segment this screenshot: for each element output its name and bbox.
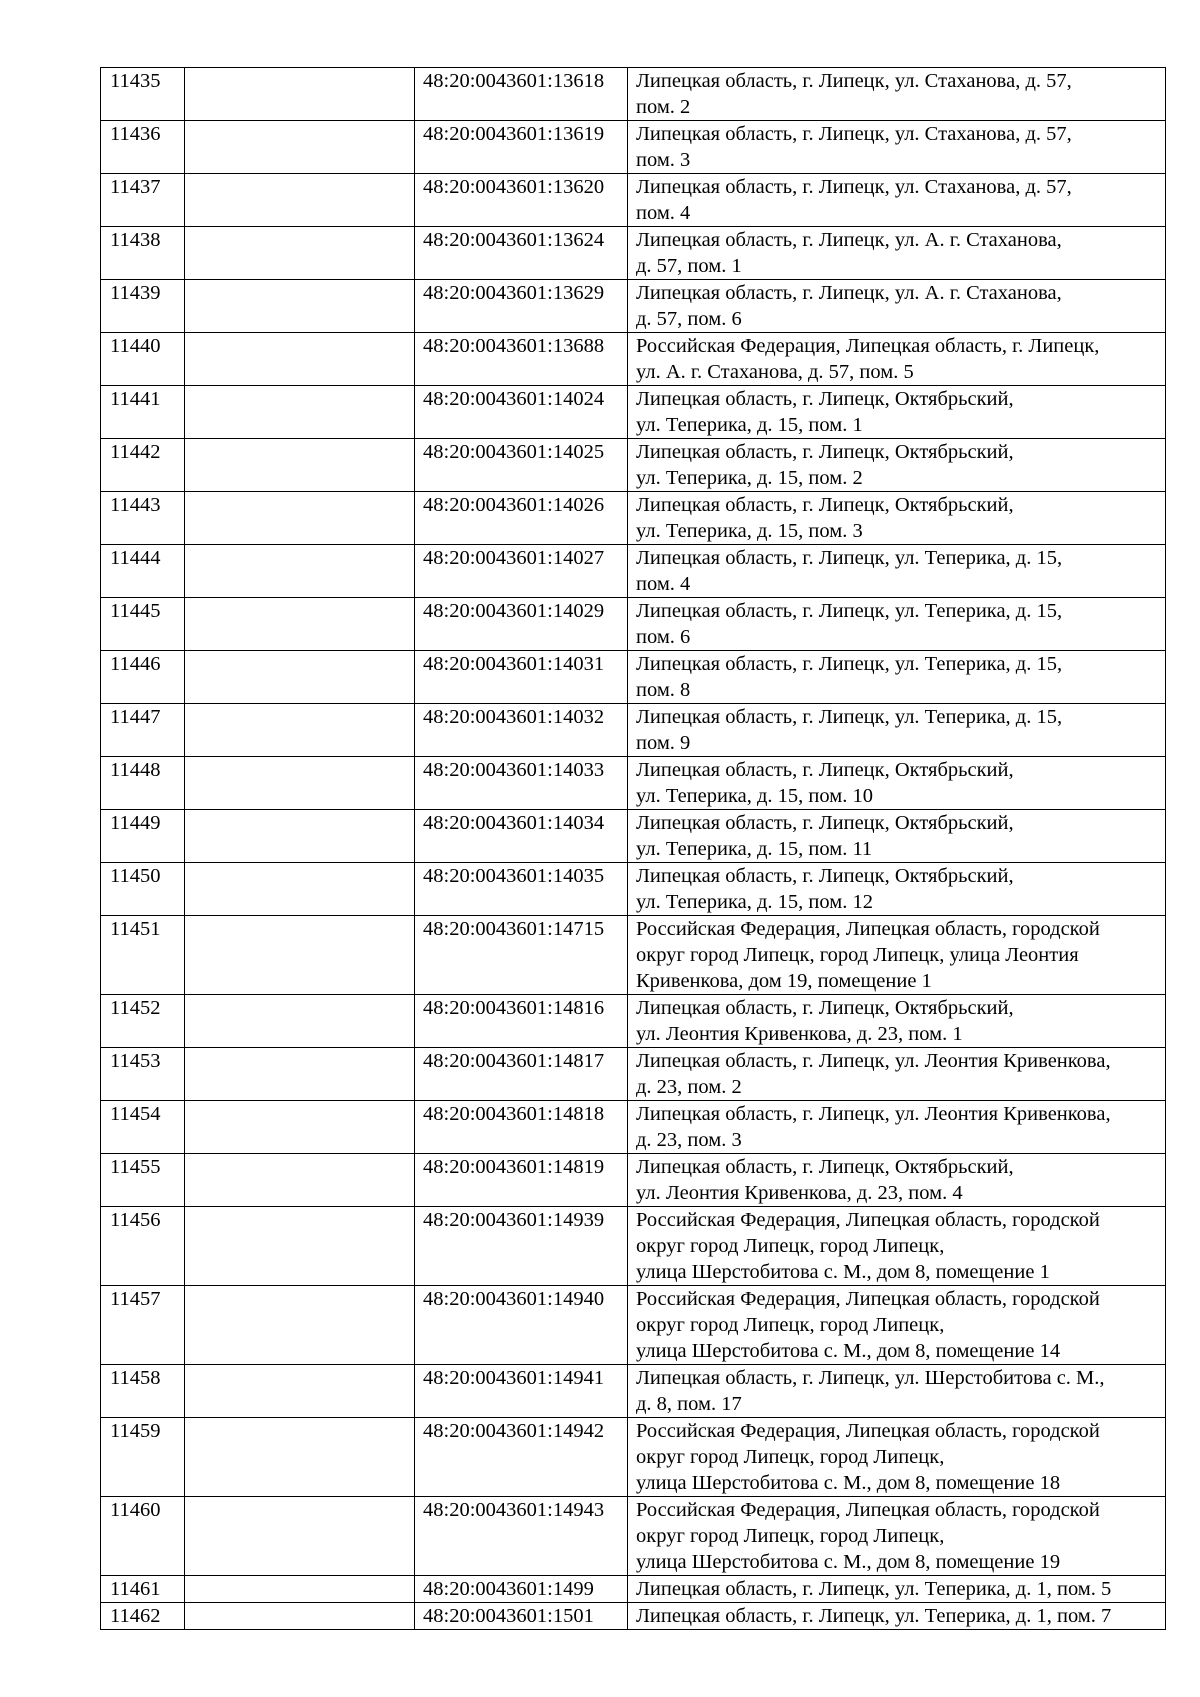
- empty-cell: [185, 386, 415, 439]
- address-line: Липецкая область, г. Липецк, ул. А. г. Стаханова,: [636, 229, 1062, 251]
- empty-cell: [185, 757, 415, 810]
- address-line: Кривенкова, дом 19, помещение 1: [636, 970, 932, 992]
- address-line: Липецкая область, г. Липецк, Октябрьский,: [636, 1156, 1014, 1178]
- table-row: [101, 1048, 1166, 1101]
- table-row: [101, 121, 1166, 174]
- address-line: Липецкая область, г. Липецк, Октябрьский,: [636, 812, 1014, 834]
- empty-cell: [185, 1154, 415, 1207]
- empty-cell: [185, 68, 415, 121]
- row-number-cell: 11438: [101, 227, 185, 280]
- address-cell: [628, 704, 1166, 757]
- address-cell: [628, 1286, 1166, 1365]
- cadastral-number-cell: 48:20:0043601:14943: [415, 1497, 628, 1576]
- address-cell: [628, 1101, 1166, 1154]
- address-cell: [628, 121, 1166, 174]
- registry-table: [100, 67, 1166, 1630]
- row-number-cell: 11443: [101, 492, 185, 545]
- address-cell: [628, 810, 1166, 863]
- address-line: Липецкая область, г. Липецк, ул. Леонтия Кривенкова,: [636, 1050, 1111, 1072]
- table-row: [101, 863, 1166, 916]
- address-line: д. 57, пом. 1: [636, 255, 742, 277]
- address-line: Российская Федерация, Липецкая область, городской: [636, 1288, 1100, 1310]
- registry-table-body: [101, 68, 1166, 1630]
- empty-cell: [185, 916, 415, 995]
- row-number-cell: 11447: [101, 704, 185, 757]
- table-row: [101, 1286, 1166, 1365]
- cadastral-number-cell: 48:20:0043601:14032: [415, 704, 628, 757]
- row-number-cell: 11437: [101, 174, 185, 227]
- table-row: [101, 704, 1166, 757]
- address-line: Липецкая область, г. Липецк, ул. Стаханова, д. 57,: [636, 70, 1072, 92]
- cadastral-number-cell: 48:20:0043601:14035: [415, 863, 628, 916]
- address-line: д. 23, пом. 3: [636, 1129, 742, 1151]
- cadastral-number-cell: 48:20:0043601:14034: [415, 810, 628, 863]
- empty-cell: [185, 545, 415, 598]
- address-cell: [628, 651, 1166, 704]
- empty-cell: [185, 1497, 415, 1576]
- empty-cell: [185, 1101, 415, 1154]
- cadastral-number-cell: 48:20:0043601:14817: [415, 1048, 628, 1101]
- address-line: пом. 2: [636, 96, 691, 118]
- empty-cell: [185, 810, 415, 863]
- table-row: [101, 545, 1166, 598]
- address-line: улица Шерстобитова с. М., дом 8, помещение 14: [636, 1340, 1061, 1362]
- address-line: Липецкая область, г. Липецк, ул. Стаханова, д. 57,: [636, 176, 1072, 198]
- cadastral-number-cell: 48:20:0043601:14940: [415, 1286, 628, 1365]
- address-line: округ город Липецк, город Липецк,: [636, 1314, 945, 1336]
- empty-cell: [185, 492, 415, 545]
- empty-cell: [185, 280, 415, 333]
- address-cell: [628, 1576, 1166, 1603]
- address-line: ул. Теперика, д. 15, пом. 10: [636, 785, 873, 807]
- empty-cell: [185, 1603, 415, 1630]
- empty-cell: [185, 598, 415, 651]
- empty-cell: [185, 333, 415, 386]
- address-line: Липецкая область, г. Липецк, ул. Теперика, д. 15,: [636, 600, 1063, 622]
- address-cell: [628, 1603, 1166, 1630]
- table-row: [101, 227, 1166, 280]
- address-cell: [628, 386, 1166, 439]
- address-line: Липецкая область, г. Липецк, ул. Теперика, д. 1, пом. 7: [636, 1605, 1112, 1627]
- cadastral-number-cell: 48:20:0043601:14027: [415, 545, 628, 598]
- address-line: пом. 9: [636, 732, 691, 754]
- address-line: ул. Леонтия Кривенкова, д. 23, пом. 1: [636, 1023, 963, 1045]
- address-cell: [628, 439, 1166, 492]
- address-cell: [628, 1207, 1166, 1286]
- cadastral-number-cell: 48:20:0043601:14939: [415, 1207, 628, 1286]
- table-row: [101, 386, 1166, 439]
- address-line: улица Шерстобитова с. М., дом 8, помещение 19: [636, 1551, 1061, 1573]
- cadastral-number-cell: 48:20:0043601:14819: [415, 1154, 628, 1207]
- table-row: [101, 1207, 1166, 1286]
- table-row: [101, 174, 1166, 227]
- empty-cell: [185, 863, 415, 916]
- row-number-cell: 11450: [101, 863, 185, 916]
- address-cell: [628, 863, 1166, 916]
- address-line: ул. Теперика, д. 15, пом. 2: [636, 467, 863, 489]
- address-line: Липецкая область, г. Липецк, ул. Стаханова, д. 57,: [636, 123, 1072, 145]
- row-number-cell: 11462: [101, 1603, 185, 1630]
- row-number-cell: 11441: [101, 386, 185, 439]
- address-line: ул. Теперика, д. 15, пом. 12: [636, 891, 873, 913]
- table-row: [101, 439, 1166, 492]
- address-line: Российская Федерация, Липецкая область, г. Липецк,: [636, 335, 1100, 357]
- table-row: [101, 1365, 1166, 1418]
- address-line: округ город Липецк, город Липецк,: [636, 1446, 945, 1468]
- address-line: Липецкая область, г. Липецк, Октябрьский,: [636, 388, 1014, 410]
- cadastral-number-cell: 48:20:0043601:14033: [415, 757, 628, 810]
- address-line: д. 57, пом. 6: [636, 308, 742, 330]
- address-line: ул. Леонтия Кривенкова, д. 23, пом. 4: [636, 1182, 963, 1204]
- cadastral-number-cell: 48:20:0043601:14029: [415, 598, 628, 651]
- cadastral-number-cell: 48:20:0043601:14818: [415, 1101, 628, 1154]
- table-row: [101, 280, 1166, 333]
- table-row: [101, 810, 1166, 863]
- table-row: [101, 1497, 1166, 1576]
- address-cell: [628, 227, 1166, 280]
- row-number-cell: 11448: [101, 757, 185, 810]
- row-number-cell: 11453: [101, 1048, 185, 1101]
- cadastral-number-cell: 48:20:0043601:14715: [415, 916, 628, 995]
- empty-cell: [185, 227, 415, 280]
- address-line: пом. 3: [636, 149, 691, 171]
- cadastral-number-cell: 48:20:0043601:14031: [415, 651, 628, 704]
- cadastral-number-cell: 48:20:0043601:13619: [415, 121, 628, 174]
- address-cell: [628, 1154, 1166, 1207]
- cadastral-number-cell: 48:20:0043601:14024: [415, 386, 628, 439]
- table-row: [101, 757, 1166, 810]
- empty-cell: [185, 1576, 415, 1603]
- address-line: Российская Федерация, Липецкая область, городской: [636, 918, 1100, 940]
- address-cell: [628, 757, 1166, 810]
- address-line: д. 8, пом. 17: [636, 1393, 742, 1415]
- cadastral-number-cell: 48:20:0043601:14025: [415, 439, 628, 492]
- empty-cell: [185, 1207, 415, 1286]
- row-number-cell: 11439: [101, 280, 185, 333]
- address-cell: [628, 1497, 1166, 1576]
- row-number-cell: 11457: [101, 1286, 185, 1365]
- cadastral-number-cell: 48:20:0043601:1501: [415, 1603, 628, 1630]
- row-number-cell: 11460: [101, 1497, 185, 1576]
- address-line: Липецкая область, г. Липецк, ул. Теперика, д. 1, пом. 5: [636, 1578, 1112, 1600]
- table-row: [101, 651, 1166, 704]
- row-number-cell: 11451: [101, 916, 185, 995]
- row-number-cell: 11449: [101, 810, 185, 863]
- cadastral-number-cell: 48:20:0043601:13618: [415, 68, 628, 121]
- address-cell: [628, 280, 1166, 333]
- row-number-cell: 11456: [101, 1207, 185, 1286]
- cadastral-number-cell: 48:20:0043601:14941: [415, 1365, 628, 1418]
- empty-cell: [185, 995, 415, 1048]
- empty-cell: [185, 439, 415, 492]
- row-number-cell: 11455: [101, 1154, 185, 1207]
- row-number-cell: 11444: [101, 545, 185, 598]
- cadastral-number-cell: 48:20:0043601:13688: [415, 333, 628, 386]
- row-number-cell: 11454: [101, 1101, 185, 1154]
- address-cell: [628, 1365, 1166, 1418]
- row-number-cell: 11459: [101, 1418, 185, 1497]
- address-cell: [628, 68, 1166, 121]
- address-line: Липецкая область, г. Липецк, ул. Теперика, д. 15,: [636, 547, 1063, 569]
- address-line: Липецкая область, г. Липецк, ул. А. г. Стаханова,: [636, 282, 1062, 304]
- row-number-cell: 11442: [101, 439, 185, 492]
- table-row: [101, 916, 1166, 995]
- empty-cell: [185, 174, 415, 227]
- empty-cell: [185, 704, 415, 757]
- address-line: ул. А. г. Стаханова, д. 57, пом. 5: [636, 361, 914, 383]
- cadastral-number-cell: 48:20:0043601:13620: [415, 174, 628, 227]
- address-line: д. 23, пом. 2: [636, 1076, 742, 1098]
- cadastral-number-cell: 48:20:0043601:14816: [415, 995, 628, 1048]
- address-line: ул. Теперика, д. 15, пом. 3: [636, 520, 863, 542]
- cadastral-number-cell: 48:20:0043601:1499: [415, 1576, 628, 1603]
- address-line: ул. Теперика, д. 15, пом. 11: [636, 838, 873, 860]
- address-line: пом. 4: [636, 573, 691, 595]
- table-row: [101, 1576, 1166, 1603]
- address-line: Липецкая область, г. Липецк, ул. Теперика, д. 15,: [636, 706, 1063, 728]
- address-line: Липецкая область, г. Липецк, ул. Теперика, д. 15,: [636, 653, 1063, 675]
- address-line: Российская Федерация, Липецкая область, городской: [636, 1420, 1100, 1442]
- row-number-cell: 11461: [101, 1576, 185, 1603]
- address-line: улица Шерстобитова с. М., дом 8, помещение 18: [636, 1472, 1061, 1494]
- row-number-cell: 11446: [101, 651, 185, 704]
- empty-cell: [185, 1048, 415, 1101]
- address-line: округ город Липецк, город Липецк,: [636, 1235, 945, 1257]
- address-line: пом. 6: [636, 626, 691, 648]
- table-row: [101, 492, 1166, 545]
- address-line: округ город Липецк, город Липецк, улица Леонтия: [636, 944, 1079, 966]
- address-line: Липецкая область, г. Липецк, Октябрьский,: [636, 494, 1014, 516]
- cadastral-number-cell: 48:20:0043601:13624: [415, 227, 628, 280]
- table-row: [101, 598, 1166, 651]
- address-line: пом. 8: [636, 679, 691, 701]
- cadastral-number-cell: 48:20:0043601:13629: [415, 280, 628, 333]
- table-row: [101, 1603, 1166, 1630]
- table-row: [101, 68, 1166, 121]
- address-cell: [628, 492, 1166, 545]
- address-cell: [628, 174, 1166, 227]
- address-line: Липецкая область, г. Липецк, Октябрьский,: [636, 759, 1014, 781]
- empty-cell: [185, 1418, 415, 1497]
- row-number-cell: 11445: [101, 598, 185, 651]
- address-line: Российская Федерация, Липецкая область, городской: [636, 1209, 1100, 1231]
- address-line: Липецкая область, г. Липецк, ул. Леонтия Кривенкова,: [636, 1103, 1111, 1125]
- empty-cell: [185, 1286, 415, 1365]
- cadastral-number-cell: 48:20:0043601:14942: [415, 1418, 628, 1497]
- row-number-cell: 11436: [101, 121, 185, 174]
- address-line: улица Шерстобитова с. М., дом 8, помещение 1: [636, 1261, 1050, 1283]
- address-line: ул. Теперика, д. 15, пом. 1: [636, 414, 863, 436]
- address-line: пом. 4: [636, 202, 691, 224]
- empty-cell: [185, 1365, 415, 1418]
- table-row: [101, 995, 1166, 1048]
- table-row: [101, 1418, 1166, 1497]
- row-number-cell: 11452: [101, 995, 185, 1048]
- row-number-cell: 11440: [101, 333, 185, 386]
- empty-cell: [185, 121, 415, 174]
- address-cell: [628, 333, 1166, 386]
- address-cell: [628, 1048, 1166, 1101]
- address-line: Липецкая область, г. Липецк, Октябрьский,: [636, 441, 1014, 463]
- address-line: Липецкая область, г. Липецк, Октябрьский,: [636, 997, 1014, 1019]
- table-row: [101, 1154, 1166, 1207]
- row-number-cell: 11435: [101, 68, 185, 121]
- table-row: [101, 333, 1166, 386]
- empty-cell: [185, 651, 415, 704]
- row-number-cell: 11458: [101, 1365, 185, 1418]
- address-line: Российская Федерация, Липецкая область, городской: [636, 1499, 1100, 1521]
- address-cell: [628, 916, 1166, 995]
- address-cell: [628, 545, 1166, 598]
- table-row: [101, 1101, 1166, 1154]
- address-cell: [628, 1418, 1166, 1497]
- address-cell: [628, 598, 1166, 651]
- address-line: Липецкая область, г. Липецк, ул. Шерстобитова с. М.,: [636, 1367, 1105, 1389]
- address-line: Липецкая область, г. Липецк, Октябрьский,: [636, 865, 1014, 887]
- address-cell: [628, 995, 1166, 1048]
- cadastral-number-cell: 48:20:0043601:14026: [415, 492, 628, 545]
- address-line: округ город Липецк, город Липецк,: [636, 1525, 945, 1547]
